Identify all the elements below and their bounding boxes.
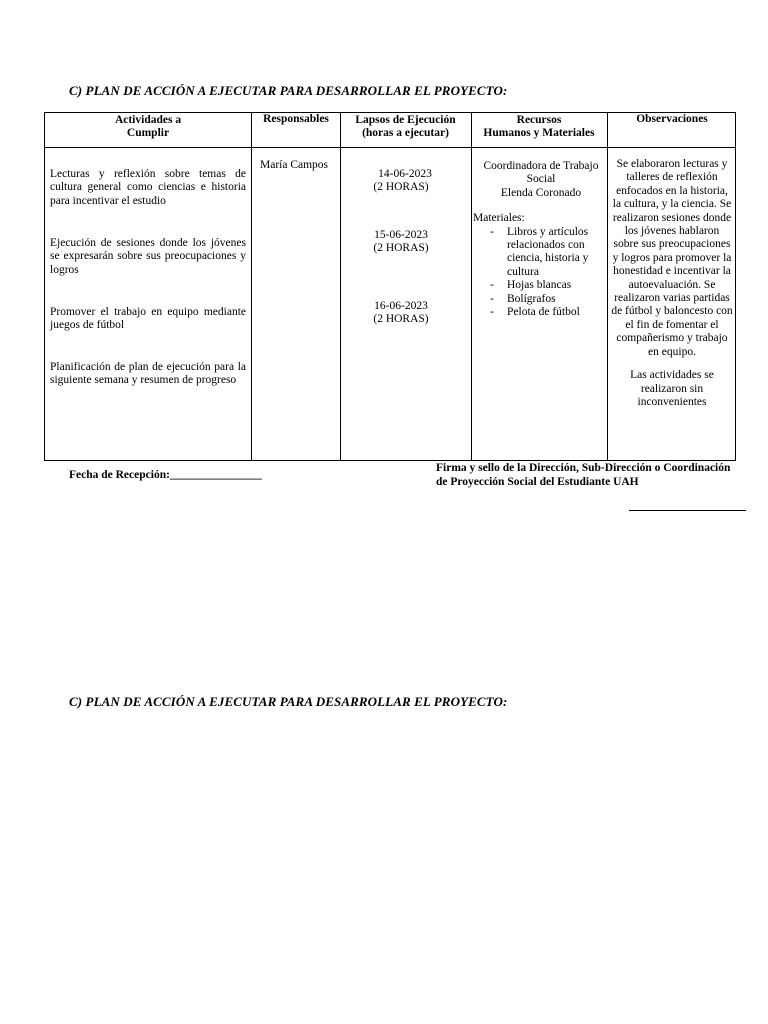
column-divider <box>471 113 472 460</box>
material-item: - Pelota de fútbol <box>473 306 597 319</box>
material-item: - Bolígrafos <box>473 293 597 306</box>
material-item: - Libros y artículos relacionados con ciencia, historia y cultura <box>473 226 597 280</box>
action-plan-table <box>44 112 736 461</box>
observacion-text: Se elaboraron lecturas y talleres de reflexión enfocados en la historia, la cultura, y la ciencia. Se realizaron sesiones donde los jóvenes hablaron sobre sus preocupaciones y logros para promover la honestidad e incentivar la autoevaluación. Se realizaron varias partidas de fútbol y baloncesto con el fin de fomentar el compañerismo y trabajo en equipo. <box>611 158 733 358</box>
materiales-label: Materiales: <box>473 212 525 225</box>
section-title: C) PLAN DE ACCIÓN A EJECUTAR PARA DESARROLLAR EL PROYECTO: <box>69 83 508 98</box>
section-title: C) PLAN DE ACCIÓN A EJECUTAR PARA DESARROLLAR EL PROYECTO: <box>69 694 508 709</box>
header-recursos: Recursos Humanos y Materiales <box>483 114 595 139</box>
recursos-humanos: Coordinadora de Trabajo Social Elenda Coronado <box>483 160 599 199</box>
firma-sello: Firma y sello de la Dirección, Sub-Dirección o Coordinación de Proyección Social del Estudiante UAH <box>436 462 731 488</box>
activity-item: Planificación de plan de ejecución para la siguiente semana y resumen de progreso <box>50 361 246 387</box>
responsable-name: María Campos <box>260 159 329 171</box>
lapso-entry: 15-06-2023 (2 HORAS) <box>373 229 429 254</box>
lapso-entry: 16-06-2023 (2 HORAS) <box>373 300 429 325</box>
activity-item: Ejecución de sesiones donde los jóvenes se expresarán sobre sus preocupaciones y logros <box>50 237 246 276</box>
activity-item: Promover el trabajo en equipo mediante juegos de fútbol <box>50 306 246 332</box>
signature-line <box>629 510 746 511</box>
materiales-list <box>473 226 597 320</box>
observacion-text: Las actividades se realizaron sin inconvenientes <box>630 369 714 408</box>
header-responsables: Responsables <box>263 113 329 125</box>
header-divider <box>45 147 735 148</box>
recursos-cell <box>473 160 633 319</box>
header-actividades: Actividades a Cumplir <box>114 114 182 139</box>
header-lapsos: Lapsos de Ejecución (horas a ejecutar) <box>355 114 456 139</box>
lapso-entry: 14-06-2023 (2 HORAS) <box>373 168 432 193</box>
column-divider <box>251 113 252 460</box>
column-divider <box>340 113 341 460</box>
material-item: - Hojas blancas <box>473 279 597 292</box>
fecha-recepcion: Fecha de Recepción:________________ <box>69 469 262 481</box>
activity-item: Lecturas y reflexión sobre temas de cultura general como ciencias e historia para incentivar el estudio <box>50 168 246 207</box>
header-observaciones: Observaciones <box>636 113 708 125</box>
observaciones-cell <box>611 158 733 409</box>
